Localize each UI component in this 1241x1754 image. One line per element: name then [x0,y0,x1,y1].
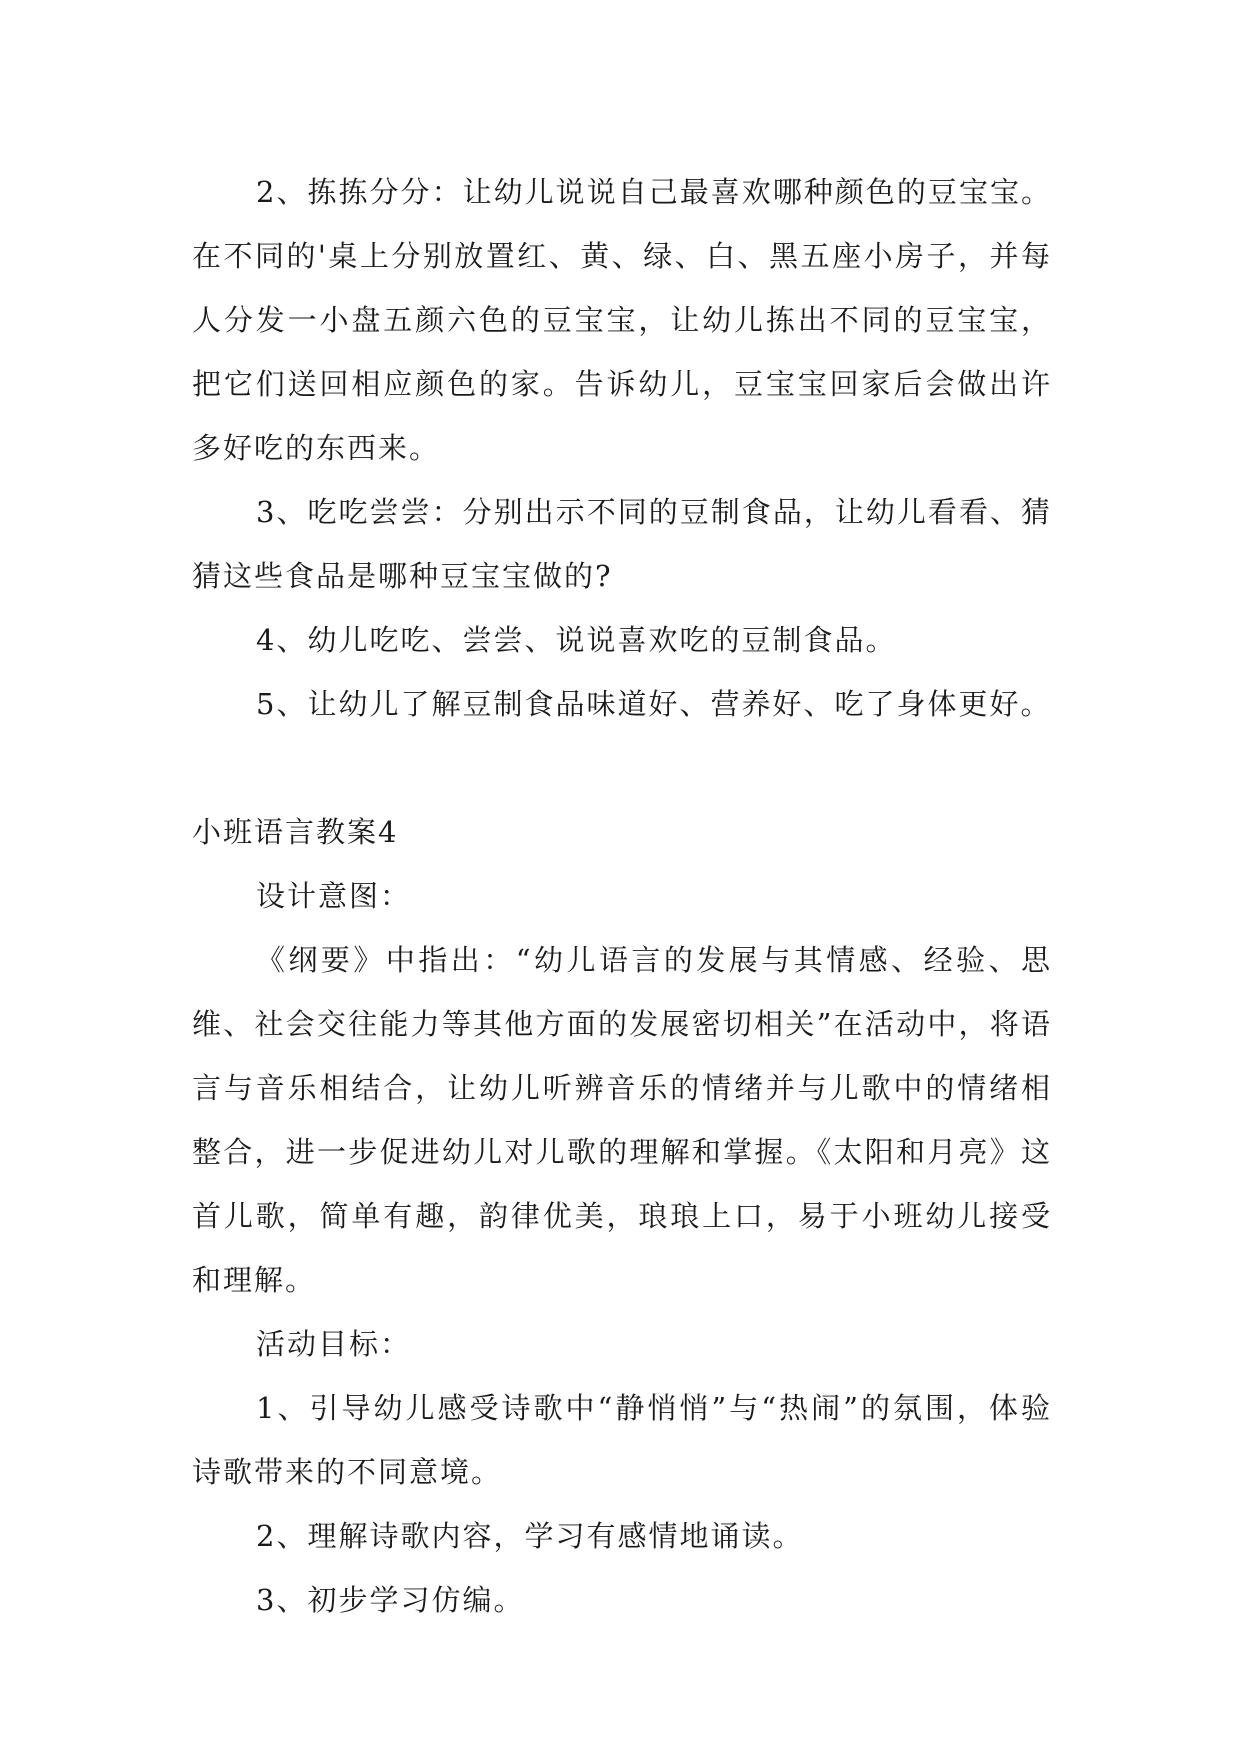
paragraph-goal-3: 3、初步学习仿编。 [256,1583,525,1617]
paragraph-design-intent: 《纲要》中指出：“幼儿语言的发展与其情感、经验、思维、社会交往能力等其他方面的发展密切相关”在活动中，将语言与音乐相结合，让幼儿听辨音乐的情绪并与儿歌中的情绪相整合，进一步促进幼儿对儿歌的理解和掌握。《太阳和月亮》这首儿歌，简单有趣，韵律优美，琅琅上口，易于小班幼儿接受和理解。 [192,943,1052,1297]
document-page [192,160,1052,1632]
section-title: 小班语言教案4 [192,815,399,849]
paragraph-goals-label: 活动目标： [256,1327,412,1361]
paragraph-goal-1: 1、引导幼儿感受诗歌中“静悄悄”与“热闹”的氛围，体验诗歌带来的不同意境。 [192,1391,1052,1489]
paragraph-nutrition: 5、让幼儿了解豆制食品味道好、营养好、吃了身体更好。 [256,687,1052,721]
paragraph-sort-beans: 2、拣拣分分：让幼儿说说自己最喜欢哪种颜色的豆宝宝。在不同的'桌上分别放置红、黄、绿、白、黑五座小房子，并每人分发一小盘五颜六色的豆宝宝，让幼儿拣出不同的豆宝宝，把它们送回相应颜色的家。告诉幼儿，豆宝宝回家后会做出许多好吃的东西来。 [192,175,1052,465]
paragraph-design-intent-label: 设计意图： [256,879,412,913]
paragraph-goal-2: 2、理解诗歌内容，学习有感情地诵读。 [256,1519,804,1553]
paragraph-taste-foods: 3、吃吃尝尝：分别出示不同的豆制食品，让幼儿看看、猜猜这些食品是哪种豆宝宝做的? [192,495,1052,593]
paragraph-eat-talk: 4、幼儿吃吃、尝尝、说说喜欢吃的豆制食品。 [256,623,897,657]
